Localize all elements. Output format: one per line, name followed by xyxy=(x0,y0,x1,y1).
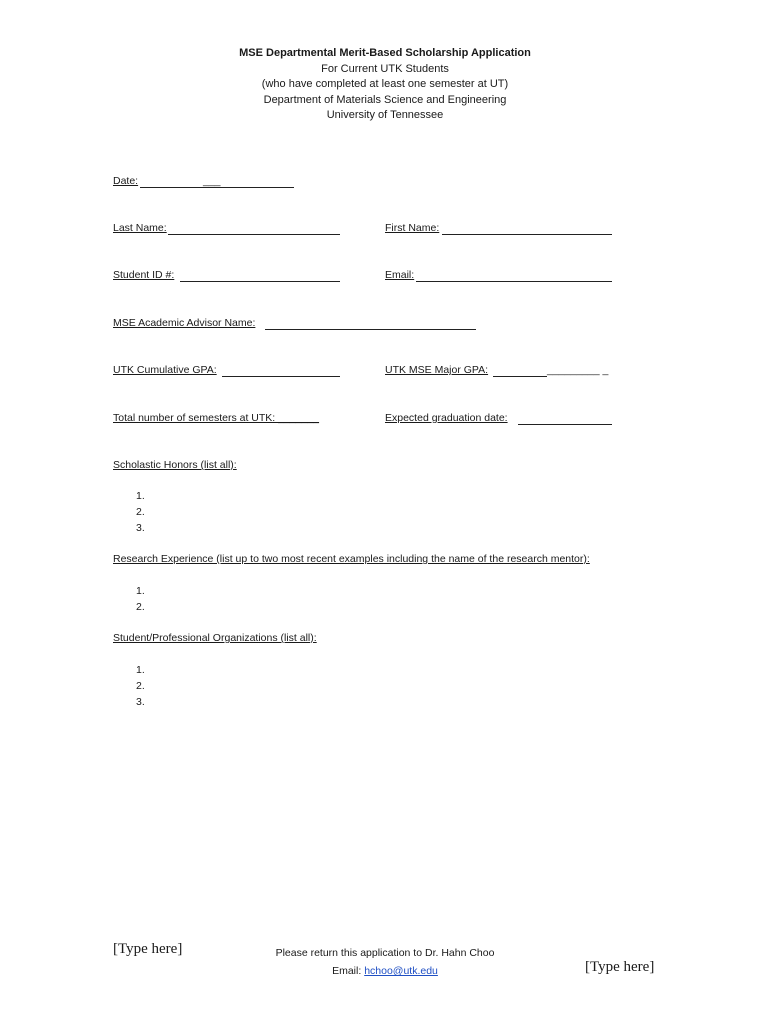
date-line[interactable] xyxy=(140,187,294,188)
footer-left-placeholder[interactable]: [Type here] xyxy=(113,941,183,957)
list-item[interactable]: 1. xyxy=(136,664,145,676)
header-department: Department of Materials Science and Engineering xyxy=(263,93,507,106)
first-name-label: First Name: xyxy=(385,222,440,234)
list-item[interactable]: 3. xyxy=(136,522,145,534)
footer-email-label: Email: xyxy=(332,965,365,977)
graduation-date-label: Expected graduation date: xyxy=(385,412,508,424)
organizations-list xyxy=(136,662,145,710)
date-label: Date: xyxy=(113,175,139,187)
date-filler: ___ xyxy=(203,175,221,187)
header-subtitle: For Current UTK Students xyxy=(321,62,449,75)
list-item[interactable]: 2. xyxy=(136,506,145,518)
first-name-line[interactable] xyxy=(442,234,612,235)
list-item[interactable]: 2. xyxy=(136,680,145,692)
honors-list xyxy=(136,488,145,536)
email-label: Email: xyxy=(385,269,415,281)
cumulative-gpa-line[interactable] xyxy=(222,376,340,377)
footer-return-info xyxy=(240,944,530,980)
major-gpa-line[interactable] xyxy=(493,376,547,377)
footer-return-text: Please return this application to Dr. Hahn Choo xyxy=(275,947,495,959)
footer-email-line xyxy=(240,962,530,980)
list-item[interactable]: 1. xyxy=(136,585,145,597)
advisor-line[interactable] xyxy=(265,329,476,330)
major-gpa-label: UTK MSE Major GPA: xyxy=(385,364,489,376)
student-id-line[interactable] xyxy=(180,281,340,282)
student-id-label: Student ID #: xyxy=(113,269,175,281)
header-eligibility: (who have completed at least one semester at UT) xyxy=(261,78,509,91)
cumulative-gpa-label: UTK Cumulative GPA: xyxy=(113,364,217,376)
document-title: MSE Departmental Merit-Based Scholarship Application xyxy=(239,47,531,59)
list-item[interactable]: 2. xyxy=(136,601,145,613)
footer-email-link[interactable]: hchoo@utk.edu xyxy=(364,965,438,977)
graduation-date-line[interactable] xyxy=(518,424,612,425)
major-gpa-filler: _________ _ xyxy=(547,364,609,376)
document-header xyxy=(0,46,770,124)
advisor-label: MSE Academic Advisor Name: xyxy=(113,317,256,329)
research-heading: Research Experience (list up to two most recent examples including the name of the research mentor): xyxy=(113,553,590,565)
list-item[interactable]: 3. xyxy=(136,696,145,708)
list-item[interactable]: 1. xyxy=(136,490,145,502)
organizations-heading: Student/Professional Organizations (list all): xyxy=(113,632,317,644)
research-list xyxy=(136,583,145,615)
footer-right-placeholder[interactable]: [Type here] xyxy=(585,959,655,975)
honors-heading: Scholastic Honors (list all): xyxy=(113,459,237,471)
last-name-label: Last Name: xyxy=(113,222,167,234)
header-university: University of Tennessee xyxy=(326,109,444,122)
semesters-label: Total number of semesters at UTK: _______ xyxy=(113,412,320,424)
last-name-line[interactable] xyxy=(168,234,340,235)
email-line[interactable] xyxy=(416,281,612,282)
